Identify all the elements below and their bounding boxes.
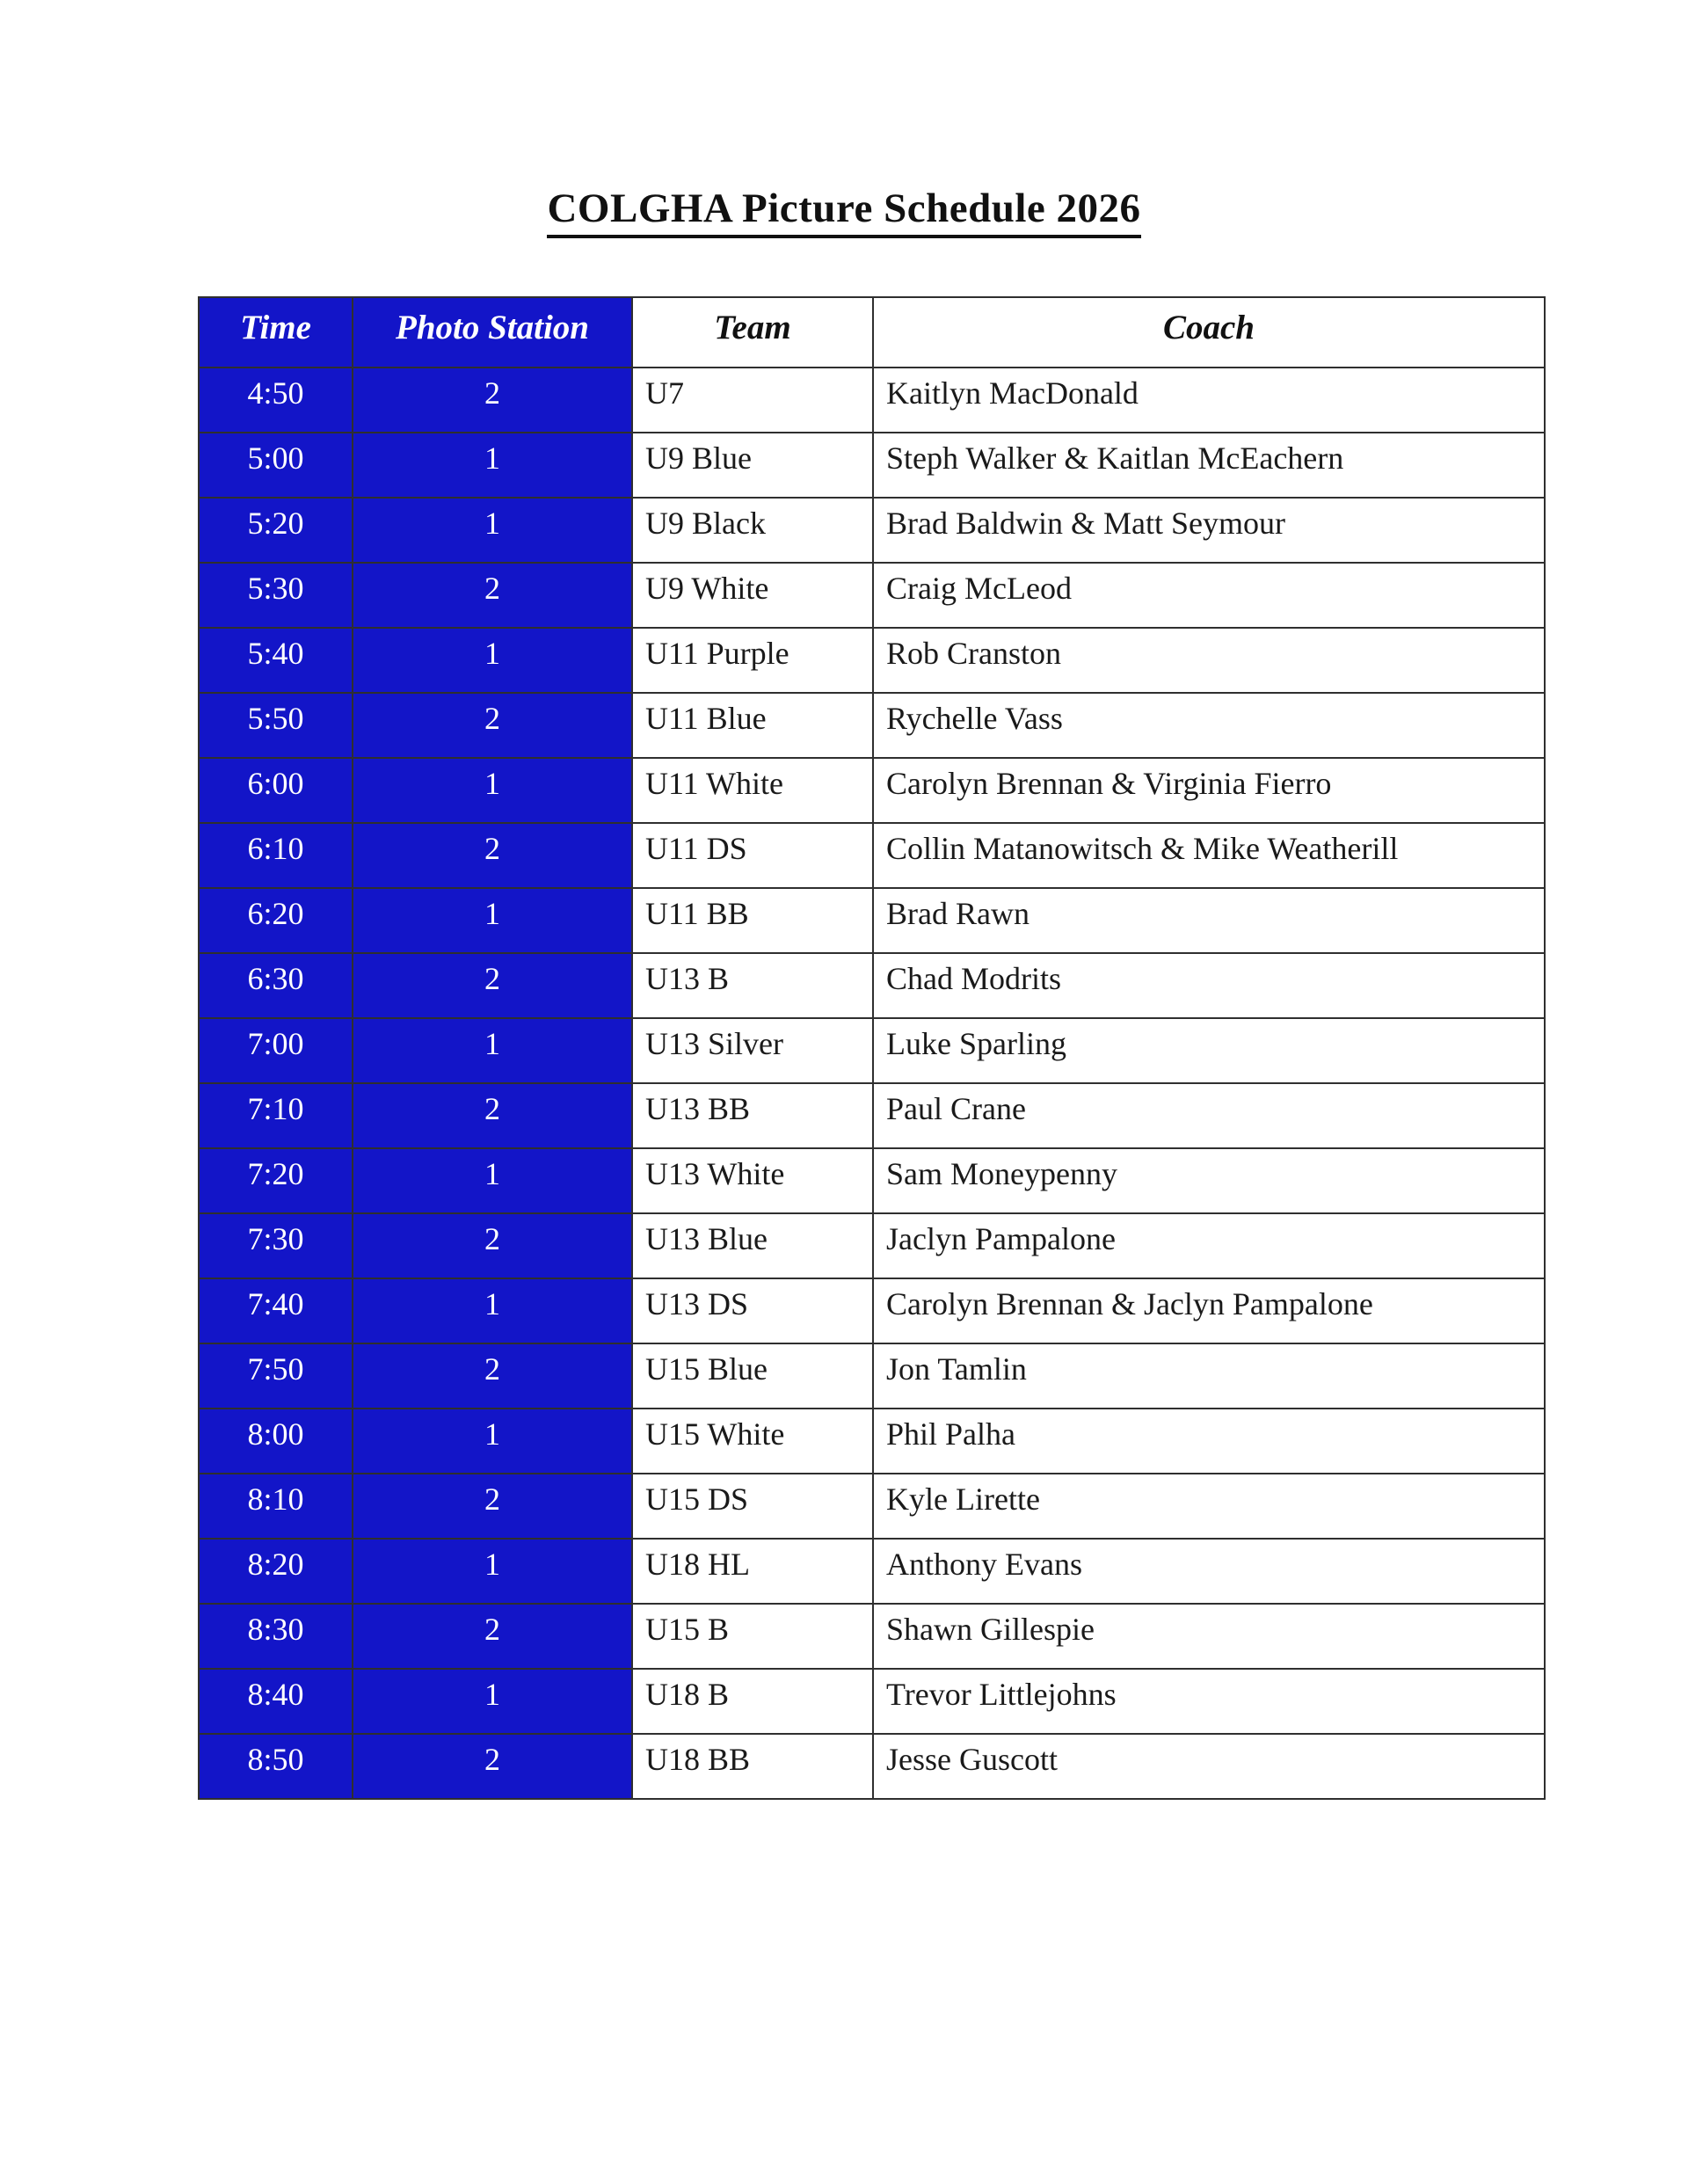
coach-cell: Kyle Lirette xyxy=(873,1474,1545,1539)
photo-station-cell: 2 xyxy=(353,823,632,888)
time-cell: 5:00 xyxy=(199,433,353,498)
table-row xyxy=(199,1734,1545,1799)
table-row xyxy=(199,888,1545,953)
team-cell: U13 Blue xyxy=(632,1213,873,1278)
photo-station-cell: 1 xyxy=(353,498,632,563)
time-cell: 8:50 xyxy=(199,1734,353,1799)
coach-cell: Chad Modrits xyxy=(873,953,1545,1018)
photo-station-cell: 1 xyxy=(353,1018,632,1083)
team-cell: U15 B xyxy=(632,1604,873,1669)
table-row xyxy=(199,1278,1545,1343)
time-cell: 6:00 xyxy=(199,758,353,823)
time-cell: 8:00 xyxy=(199,1409,353,1474)
team-cell: U18 B xyxy=(632,1669,873,1734)
picture-schedule-table xyxy=(198,296,1546,1800)
coach-cell: Carolyn Brennan & Jaclyn Pampalone xyxy=(873,1278,1545,1343)
photo-station-cell: 1 xyxy=(353,1669,632,1734)
time-cell: 7:10 xyxy=(199,1083,353,1148)
photo-station-cell: 1 xyxy=(353,433,632,498)
table-row xyxy=(199,1148,1545,1213)
photo-station-cell: 1 xyxy=(353,888,632,953)
photo-station-cell: 2 xyxy=(353,1604,632,1669)
team-cell: U11 White xyxy=(632,758,873,823)
team-cell: U13 B xyxy=(632,953,873,1018)
time-cell: 8:30 xyxy=(199,1604,353,1669)
time-cell: 7:00 xyxy=(199,1018,353,1083)
photo-station-cell: 1 xyxy=(353,758,632,823)
team-cell: U9 Black xyxy=(632,498,873,563)
time-cell: 8:40 xyxy=(199,1669,353,1734)
time-cell: 8:10 xyxy=(199,1474,353,1539)
table-row xyxy=(199,1213,1545,1278)
table-row xyxy=(199,563,1545,628)
team-cell: U7 xyxy=(632,368,873,433)
table-row xyxy=(199,433,1545,498)
table-row xyxy=(199,1018,1545,1083)
table-row xyxy=(199,368,1545,433)
table-row xyxy=(199,1669,1545,1734)
coach-cell: Jesse Guscott xyxy=(873,1734,1545,1799)
team-cell: U11 BB xyxy=(632,888,873,953)
team-cell: U15 White xyxy=(632,1409,873,1474)
coach-cell: Jon Tamlin xyxy=(873,1343,1545,1409)
team-cell: U15 DS xyxy=(632,1474,873,1539)
time-cell: 4:50 xyxy=(199,368,353,433)
team-cell: U18 HL xyxy=(632,1539,873,1604)
team-cell: U13 BB xyxy=(632,1083,873,1148)
coach-cell: Carolyn Brennan & Virginia Fierro xyxy=(873,758,1545,823)
table-header xyxy=(199,297,1545,368)
time-cell: 5:50 xyxy=(199,693,353,758)
table-row xyxy=(199,1083,1545,1148)
table-row xyxy=(199,1604,1545,1669)
coach-cell: Steph Walker & Kaitlan McEachern xyxy=(873,433,1545,498)
time-cell: 7:30 xyxy=(199,1213,353,1278)
photo-station-cell: 2 xyxy=(353,953,632,1018)
page-title: COLGHA Picture Schedule 2026 xyxy=(547,185,1140,238)
coach-cell: Anthony Evans xyxy=(873,1539,1545,1604)
team-cell: U13 DS xyxy=(632,1278,873,1343)
coach-cell: Jaclyn Pampalone xyxy=(873,1213,1545,1278)
table-row xyxy=(199,628,1545,693)
coach-cell: Rob Cranston xyxy=(873,628,1545,693)
team-cell: U9 Blue xyxy=(632,433,873,498)
team-cell: U13 Silver xyxy=(632,1018,873,1083)
time-cell: 6:20 xyxy=(199,888,353,953)
column-header-time: Time xyxy=(199,297,353,368)
photo-station-cell: 2 xyxy=(353,1474,632,1539)
page-title-wrap xyxy=(0,185,1688,238)
team-cell: U18 BB xyxy=(632,1734,873,1799)
time-cell: 6:10 xyxy=(199,823,353,888)
photo-station-cell: 1 xyxy=(353,1148,632,1213)
table-row xyxy=(199,823,1545,888)
coach-cell: Sam Moneypenny xyxy=(873,1148,1545,1213)
photo-station-cell: 2 xyxy=(353,1083,632,1148)
time-cell: 5:30 xyxy=(199,563,353,628)
photo-station-cell: 2 xyxy=(353,563,632,628)
table-row xyxy=(199,758,1545,823)
coach-cell: Shawn Gillespie xyxy=(873,1604,1545,1669)
time-cell: 5:40 xyxy=(199,628,353,693)
coach-cell: Craig McLeod xyxy=(873,563,1545,628)
coach-cell: Trevor Littlejohns xyxy=(873,1669,1545,1734)
table-row xyxy=(199,693,1545,758)
photo-station-cell: 2 xyxy=(353,693,632,758)
photo-station-cell: 1 xyxy=(353,1278,632,1343)
photo-station-cell: 2 xyxy=(353,368,632,433)
header-row xyxy=(199,297,1545,368)
team-cell: U11 DS xyxy=(632,823,873,888)
table-row xyxy=(199,1539,1545,1604)
table-body xyxy=(199,368,1545,1799)
team-cell: U15 Blue xyxy=(632,1343,873,1409)
table-row xyxy=(199,953,1545,1018)
column-header-team: Team xyxy=(632,297,873,368)
table-row xyxy=(199,1474,1545,1539)
time-cell: 7:40 xyxy=(199,1278,353,1343)
time-cell: 7:20 xyxy=(199,1148,353,1213)
photo-station-cell: 2 xyxy=(353,1213,632,1278)
coach-cell: Luke Sparling xyxy=(873,1018,1545,1083)
photo-station-cell: 1 xyxy=(353,1409,632,1474)
time-cell: 5:20 xyxy=(199,498,353,563)
coach-cell: Kaitlyn MacDonald xyxy=(873,368,1545,433)
coach-cell: Rychelle Vass xyxy=(873,693,1545,758)
photo-station-cell: 1 xyxy=(353,1539,632,1604)
table-row xyxy=(199,498,1545,563)
table-row xyxy=(199,1343,1545,1409)
column-header-coach: Coach xyxy=(873,297,1545,368)
time-cell: 8:20 xyxy=(199,1539,353,1604)
photo-station-cell: 2 xyxy=(353,1343,632,1409)
team-cell: U9 White xyxy=(632,563,873,628)
coach-cell: Brad Rawn xyxy=(873,888,1545,953)
coach-cell: Phil Palha xyxy=(873,1409,1545,1474)
column-header-photo-station: Photo Station xyxy=(353,297,632,368)
team-cell: U13 White xyxy=(632,1148,873,1213)
time-cell: 6:30 xyxy=(199,953,353,1018)
coach-cell: Brad Baldwin & Matt Seymour xyxy=(873,498,1545,563)
photo-station-cell: 2 xyxy=(353,1734,632,1799)
coach-cell: Paul Crane xyxy=(873,1083,1545,1148)
time-cell: 7:50 xyxy=(199,1343,353,1409)
table-row xyxy=(199,1409,1545,1474)
photo-station-cell: 1 xyxy=(353,628,632,693)
team-cell: U11 Blue xyxy=(632,693,873,758)
coach-cell: Collin Matanowitsch & Mike Weatherill xyxy=(873,823,1545,888)
team-cell: U11 Purple xyxy=(632,628,873,693)
